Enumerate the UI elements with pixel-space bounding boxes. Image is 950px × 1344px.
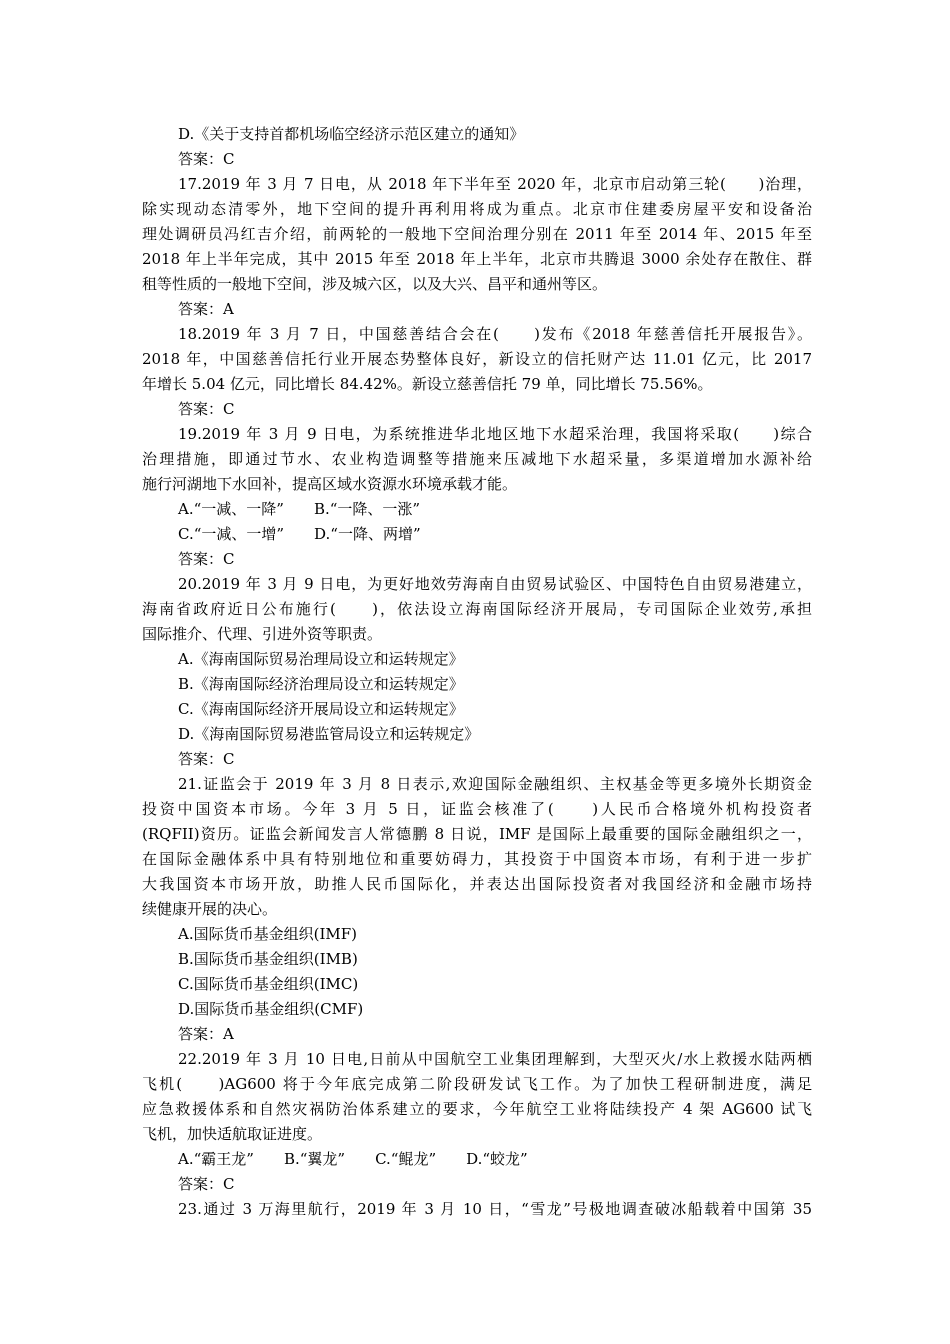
text-line: 国际推介、代理、引进外资等职责。 [142, 625, 383, 643]
text-line: A.“一减、一降” B.“一降、一涨” [178, 500, 421, 518]
text-line: 19.2019 年 3 月 9 日电，为系统推进华北地区地下水超采治理，我国将采取( )综合 [178, 425, 812, 443]
text-line: 答案：C [178, 1175, 235, 1193]
text-line: 答案：C [178, 400, 235, 418]
text-line: 除实现动态清零外，地下空间的提升再利用将成为重点。北京市住建委房屋平安和设备治 [142, 200, 812, 218]
text-line: 理处调研员冯红吉介绍，前两轮的一般地下空间治理分别在 2011 年至 2014 年、2015 年至 [142, 225, 812, 243]
text-line: A.国际货币基金组织(IMF) [178, 925, 357, 943]
text-line: B.《海南国际经济治理局设立和运转规定》 [178, 675, 464, 693]
text-line: 应急救援体系和自然灾祸防治体系建立的要求，今年航空工业将陆续投产 4 架 AG600 试飞 [142, 1100, 812, 1118]
text-line: 答案：C [178, 750, 235, 768]
text-line: 治理措施，即通过节水、农业构造调整等措施来压减地下水超采量，多渠道增加水源补给 [142, 450, 812, 468]
text-line: 投资中国资本市场。今年 3 月 5 日，证监会核准了( )人民币合格境外机构投资者 [142, 800, 812, 818]
text-line: A.“霸王龙” B.“翼龙” C.“鲲龙” D.“蛟龙” [178, 1150, 528, 1168]
text-line: D.《海南国际贸易港监管局设立和运转规定》 [178, 725, 480, 743]
text-line: 飞机( )AG600 将于今年底完成第二阶段研发试飞工作。为了加快工程研制进度，满足 [142, 1075, 812, 1093]
text-line: (RQFII)资历。证监会新闻发言人常德鹏 8 日说，IMF 是国际上最重要的国际金融组织之一， [142, 825, 812, 843]
text-line: 22.2019 年 3 月 10 日电,日前从中国航空工业集团理解到，大型灭火/水上救援水陆两栖 [178, 1050, 812, 1068]
text-line: 答案：C [178, 550, 235, 568]
text-line: 大我国资本市场开放，助推人民币国际化，并表达出国际投资者对我国经济和金融市场持 [142, 875, 812, 893]
text-line: 续健康开展的决心。 [142, 900, 278, 918]
text-line: 21.证监会于 2019 年 3 月 8 日表示,欢迎国际金融组织、主权基金等更多境外长期资金 [178, 775, 812, 793]
text-line: B.国际货币基金组织(IMB) [178, 950, 358, 968]
document-body [142, 122, 812, 1222]
text-line: 答案：A [178, 300, 234, 318]
text-line: 20.2019 年 3 月 9 日电，为更好地效劳海南自由贸易试验区、中国特色自由贸易港建立， [178, 575, 812, 593]
text-line: 海南省政府近日公布施行( )，依法设立海南国际经济开展局，专司国际企业效劳,承担 [142, 600, 812, 618]
text-line: 18.2019 年 3 月 7 日，中国慈善结合会在( )发布《2018 年慈善信托开展报告》。 [178, 325, 812, 343]
text-line: 在国际金融体系中具有特别地位和重要妨碍力，其投资于中国资本市场，有利于进一步扩 [142, 850, 812, 868]
text-line: D.《关于支持首都机场临空经济示范区建立的通知》 [178, 125, 525, 143]
text-line: 2018 年，中国慈善信托行业开展态势整体良好，新设立的信托财产达 11.01 亿元，比 2017 [142, 350, 812, 368]
text-line: 年增长 5.04 亿元，同比增长 84.42%。新设立慈善信托 79 单，同比增长 75.56%。 [142, 375, 713, 393]
text-line: 2018 年上半年完成，其中 2015 年至 2018 年上半年，北京市共腾退 3000 余处存在散住、群 [142, 250, 812, 268]
text-line: 租等性质的一般地下空间，涉及城六区，以及大兴、昌平和通州等区。 [142, 275, 608, 293]
text-line: C.“一减、一增” D.“一降、两增” [178, 525, 421, 543]
text-line: 答案：A [178, 1025, 234, 1043]
text-line: 飞机，加快适航取证进度。 [142, 1125, 323, 1143]
text-line: 17.2019 年 3 月 7 日电，从 2018 年下半年至 2020 年，北京市启动第三轮( )治理， [178, 175, 812, 193]
text-line: 23.通过 3 万海里航行，2019 年 3 月 10 日，“雪龙”号极地调查破冰船载着中国第 35 [178, 1200, 812, 1218]
text-line: D.国际货币基金组织(CMF) [178, 1000, 364, 1018]
text-line: C.《海南国际经济开展局设立和运转规定》 [178, 700, 464, 718]
text-line: 施行河湖地下水回补，提高区域水资源水环境承载才能。 [142, 475, 518, 493]
text-line: A.《海南国际贸易治理局设立和运转规定》 [178, 650, 464, 668]
text-line: 答案：C [178, 150, 235, 168]
text-line: C.国际货币基金组织(IMC) [178, 975, 359, 993]
